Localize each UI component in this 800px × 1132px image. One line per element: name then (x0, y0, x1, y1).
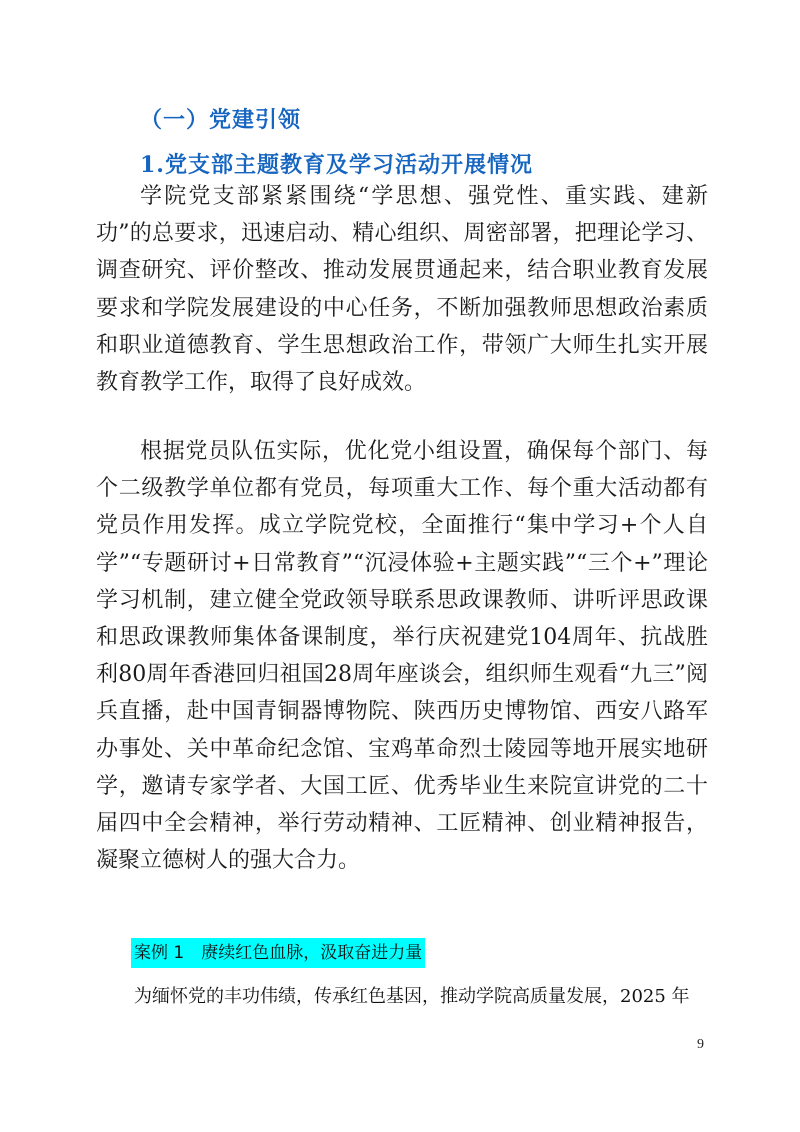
paragraph-party-branch: 学院党支部紧紧围绕“学思想、强党性、重实践、建新功”的总要求，迅速启动、精心组织、周密部署，把理论学习、调查研究、评价整改、推动发展贯通起来，结合职业教育发展要求和学院发展建设的中心任务，不断加强教师思想政治素质和职业道德教育、学生思想政治工作，带领广大师生扎实开展教育教学工作，取得了良好成效。 (96, 184, 708, 396)
paragraph-party-members: 根据党员队伍实际，优化党小组设置，确保每个部门、每个二级教学单位都有党员，每项重大工作、每个重大活动都有党员作用发挥。成立学院党校，全面推行“集中学习+个人自学”“专题研讨+日常教育”“沉浸体验+主题实践”“三个+”理论学习机制，建立健全党政领导联系思政课教师、讲听评思政课和思政课教师集体备课制度，举行庆祝建党104周年、抗战胜利80周年香港回归祖国28周年座谈会，组织师生观看“九三”阅兵直播，赴中国青铜器博物院、陕西历史博物馆、西安八路军办事处、关中革命纪念馆、宝鸡革命烈士陵园等地开展实地研学，邀请专家学者、大国工匠、优秀毕业生来院宣讲党的二十届四中全会精神，举行劳动精神、工匠精神、创业精神报告，凝聚立德树人的强大合力。 (96, 439, 708, 874)
case-title: 案例 1 赓续红色血脉，汲取奋进力量 (131, 938, 425, 968)
case-body: 为缅怀党的丰功伟绩，传承红色基因，推动学院高质量发展，2025 年 (134, 986, 690, 1007)
section-heading: （一）党建引领 (140, 107, 302, 133)
section-subheading: 1.党支部主题教育及学习活动开展情况 (140, 152, 533, 178)
page-number: 9 (697, 1037, 704, 1052)
